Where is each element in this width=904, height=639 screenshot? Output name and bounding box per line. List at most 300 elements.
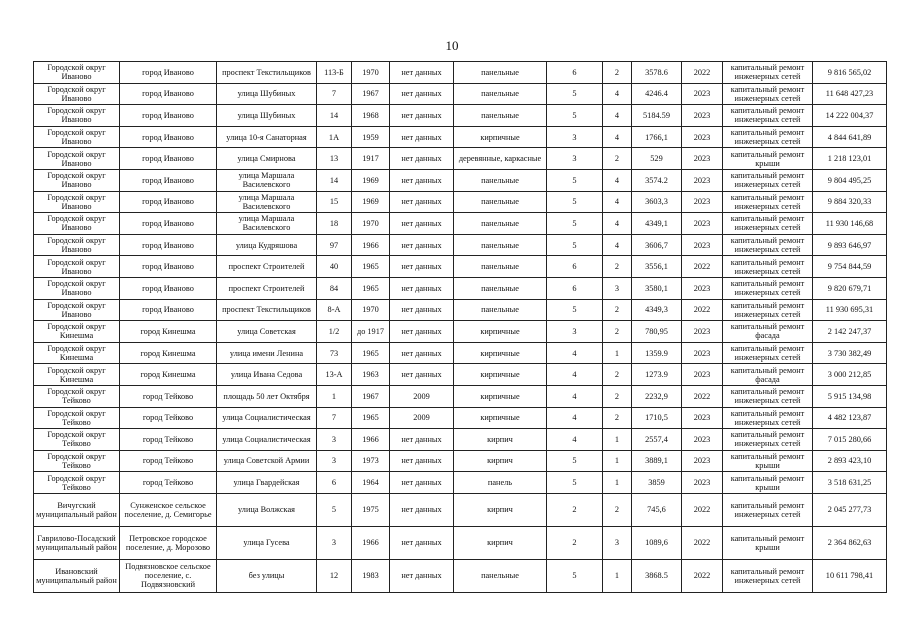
street-cell: проспект Текстильщиков — [217, 299, 317, 321]
entrances-cell: 2 — [603, 321, 632, 343]
street-cell: улица Социалистическая — [217, 407, 317, 429]
settlement-cell: Петровское городское поселение, д. Морозово — [120, 526, 217, 559]
street-cell: улица Волжская — [217, 493, 317, 526]
build-year-cell: 1967 — [352, 83, 390, 105]
area-cell: 3578.6 — [632, 62, 682, 84]
area-cell: 1359.9 — [632, 342, 682, 364]
wall-material-cell: панельные — [454, 277, 547, 299]
overhaul-year-cell: нет данных — [390, 148, 454, 170]
overhaul-year-cell: 2009 — [390, 385, 454, 407]
build-year-cell: 1964 — [352, 472, 390, 494]
table-row — [34, 493, 887, 526]
plan-year-cell: 2023 — [682, 83, 723, 105]
area-cell: 3556,1 — [632, 256, 682, 278]
amount-cell: 2 364 862,63 — [813, 526, 887, 559]
street-cell: улица имени Ленина — [217, 342, 317, 364]
street-cell: улица Ивана Седова — [217, 364, 317, 386]
overhaul-year-cell: нет данных — [390, 299, 454, 321]
entrances-cell: 2 — [603, 256, 632, 278]
wall-material-cell: кирпичные — [454, 364, 547, 386]
floors-cell: 4 — [547, 364, 603, 386]
amount-cell: 2 893 423,10 — [813, 450, 887, 472]
area-cell: 1766,1 — [632, 126, 682, 148]
build-year-cell: 1966 — [352, 526, 390, 559]
overhaul-year-cell: нет данных — [390, 83, 454, 105]
table-row — [34, 256, 887, 278]
municipality-cell: Вичугский муниципальный район — [34, 493, 120, 526]
municipality-cell: Городской округ Иваново — [34, 126, 120, 148]
settlement-cell: город Иваново — [120, 213, 217, 235]
municipality-cell: Гаврилово-Посадский муниципальный район — [34, 526, 120, 559]
plan-year-cell: 2023 — [682, 148, 723, 170]
wall-material-cell: кирпичные — [454, 321, 547, 343]
overhaul-year-cell: нет данных — [390, 213, 454, 235]
plan-year-cell: 2022 — [682, 493, 723, 526]
wall-material-cell: панель — [454, 472, 547, 494]
entrances-cell: 2 — [603, 407, 632, 429]
work-type-cell: капитальный ремонт фасада — [723, 364, 813, 386]
area-cell: 4349,1 — [632, 213, 682, 235]
street-cell: улица Маршала Василевского — [217, 213, 317, 235]
work-type-cell: капитальный ремонт инженерных сетей — [723, 256, 813, 278]
plan-year-cell: 2022 — [682, 299, 723, 321]
settlement-cell: город Иваново — [120, 169, 217, 191]
entrances-cell: 4 — [603, 213, 632, 235]
work-type-cell: капитальный ремонт инженерных сетей — [723, 213, 813, 235]
house-number-cell: 15 — [317, 191, 352, 213]
settlement-cell: город Тейково — [120, 385, 217, 407]
area-cell: 3859 — [632, 472, 682, 494]
build-year-cell: 1970 — [352, 299, 390, 321]
build-year-cell: 1983 — [352, 559, 390, 592]
amount-cell: 4 844 641,89 — [813, 126, 887, 148]
overhaul-year-cell: нет данных — [390, 234, 454, 256]
overhaul-year-cell: нет данных — [390, 526, 454, 559]
amount-cell: 10 611 798,41 — [813, 559, 887, 592]
build-year-cell: 1967 — [352, 385, 390, 407]
municipality-cell: Городской округ Тейково — [34, 472, 120, 494]
municipality-cell: Городской округ Иваново — [34, 213, 120, 235]
settlement-cell: город Иваново — [120, 277, 217, 299]
area-cell: 3868.5 — [632, 559, 682, 592]
amount-cell: 11 930 695,31 — [813, 299, 887, 321]
plan-year-cell: 2022 — [682, 62, 723, 84]
build-year-cell: 1963 — [352, 364, 390, 386]
work-type-cell: капитальный ремонт инженерных сетей — [723, 299, 813, 321]
entrances-cell: 3 — [603, 526, 632, 559]
table-row — [34, 169, 887, 191]
plan-year-cell: 2023 — [682, 429, 723, 451]
wall-material-cell: кирпичные — [454, 385, 547, 407]
floors-cell: 6 — [547, 256, 603, 278]
amount-cell: 5 915 134,98 — [813, 385, 887, 407]
housing-repair-table — [33, 61, 887, 593]
plan-year-cell: 2023 — [682, 126, 723, 148]
settlement-cell: Подвязновское сельское поселение, с. Подвязновский — [120, 559, 217, 592]
entrances-cell: 4 — [603, 83, 632, 105]
house-number-cell: 1А — [317, 126, 352, 148]
wall-material-cell: панельные — [454, 62, 547, 84]
municipality-cell: Городской округ Тейково — [34, 450, 120, 472]
work-type-cell: капитальный ремонт крыши — [723, 526, 813, 559]
area-cell: 2557,4 — [632, 429, 682, 451]
overhaul-year-cell: нет данных — [390, 169, 454, 191]
area-cell: 5184.59 — [632, 105, 682, 127]
amount-cell: 3 730 382,49 — [813, 342, 887, 364]
page-number: 10 — [445, 38, 459, 53]
municipality-cell: Городской округ Иваново — [34, 148, 120, 170]
house-number-cell: 1/2 — [317, 321, 352, 343]
wall-material-cell: кирпичные — [454, 407, 547, 429]
table-row — [34, 429, 887, 451]
plan-year-cell: 2022 — [682, 256, 723, 278]
amount-cell: 9 884 320,33 — [813, 191, 887, 213]
amount-cell: 2 142 247,37 — [813, 321, 887, 343]
table-row — [34, 385, 887, 407]
settlement-cell: город Иваново — [120, 256, 217, 278]
floors-cell: 5 — [547, 559, 603, 592]
area-cell: 3574.2 — [632, 169, 682, 191]
table-row — [34, 213, 887, 235]
house-number-cell: 7 — [317, 83, 352, 105]
work-type-cell: капитальный ремонт инженерных сетей — [723, 169, 813, 191]
entrances-cell: 4 — [603, 105, 632, 127]
build-year-cell: 1970 — [352, 62, 390, 84]
table-row — [34, 234, 887, 256]
wall-material-cell: панельные — [454, 83, 547, 105]
work-type-cell: капитальный ремонт инженерных сетей — [723, 191, 813, 213]
table-row — [34, 62, 887, 84]
area-cell: 2232,9 — [632, 385, 682, 407]
street-cell: улица Социалистическая — [217, 429, 317, 451]
wall-material-cell: панельные — [454, 559, 547, 592]
street-cell: проспект Строителей — [217, 256, 317, 278]
wall-material-cell: кирпичные — [454, 342, 547, 364]
wall-material-cell: панельные — [454, 256, 547, 278]
overhaul-year-cell: нет данных — [390, 450, 454, 472]
amount-cell: 1 218 123,01 — [813, 148, 887, 170]
amount-cell: 7 015 280,66 — [813, 429, 887, 451]
overhaul-year-cell: нет данных — [390, 62, 454, 84]
street-cell: улица Шубиных — [217, 83, 317, 105]
floors-cell: 4 — [547, 429, 603, 451]
floors-cell: 5 — [547, 299, 603, 321]
settlement-cell: город Тейково — [120, 472, 217, 494]
amount-cell: 11 648 427,23 — [813, 83, 887, 105]
wall-material-cell: панельные — [454, 105, 547, 127]
build-year-cell: 1966 — [352, 429, 390, 451]
municipality-cell: Городской округ Иваново — [34, 299, 120, 321]
house-number-cell: 13 — [317, 148, 352, 170]
work-type-cell: капитальный ремонт инженерных сетей — [723, 234, 813, 256]
municipality-cell: Ивановский муниципальный район — [34, 559, 120, 592]
street-cell: проспект Строителей — [217, 277, 317, 299]
overhaul-year-cell: нет данных — [390, 105, 454, 127]
amount-cell: 4 482 123,87 — [813, 407, 887, 429]
plan-year-cell: 2023 — [682, 213, 723, 235]
entrances-cell: 2 — [603, 493, 632, 526]
table-row — [34, 472, 887, 494]
work-type-cell: капитальный ремонт инженерных сетей — [723, 493, 813, 526]
plan-year-cell: 2023 — [682, 342, 723, 364]
area-cell: 1710,5 — [632, 407, 682, 429]
plan-year-cell: 2023 — [682, 191, 723, 213]
floors-cell: 3 — [547, 126, 603, 148]
plan-year-cell: 2023 — [682, 234, 723, 256]
plan-year-cell: 2022 — [682, 559, 723, 592]
settlement-cell: город Иваново — [120, 299, 217, 321]
municipality-cell: Городской округ Иваново — [34, 83, 120, 105]
floors-cell: 5 — [547, 105, 603, 127]
table-row — [34, 364, 887, 386]
entrances-cell: 3 — [603, 277, 632, 299]
work-type-cell: капитальный ремонт крыши — [723, 472, 813, 494]
plan-year-cell: 2023 — [682, 472, 723, 494]
overhaul-year-cell: нет данных — [390, 493, 454, 526]
settlement-cell: город Тейково — [120, 407, 217, 429]
plan-year-cell: 2023 — [682, 450, 723, 472]
street-cell: улица Маршала Василевского — [217, 169, 317, 191]
wall-material-cell: кирпич — [454, 429, 547, 451]
municipality-cell: Городской округ Кинешма — [34, 342, 120, 364]
work-type-cell: капитальный ремонт инженерных сетей — [723, 429, 813, 451]
amount-cell: 9 754 844,59 — [813, 256, 887, 278]
wall-material-cell: панельные — [454, 234, 547, 256]
area-cell: 4246.4 — [632, 83, 682, 105]
municipality-cell: Городской округ Кинешма — [34, 364, 120, 386]
amount-cell: 11 930 146,68 — [813, 213, 887, 235]
settlement-cell: город Тейково — [120, 429, 217, 451]
build-year-cell: 1965 — [352, 277, 390, 299]
street-cell: улица 10-я Санаторная — [217, 126, 317, 148]
street-cell: улица Смирнова — [217, 148, 317, 170]
amount-cell: 9 804 495,25 — [813, 169, 887, 191]
house-number-cell: 18 — [317, 213, 352, 235]
area-cell: 3580,1 — [632, 277, 682, 299]
municipality-cell: Городской округ Кинешма — [34, 321, 120, 343]
entrances-cell: 4 — [603, 191, 632, 213]
entrances-cell: 4 — [603, 126, 632, 148]
house-number-cell: 8-А — [317, 299, 352, 321]
amount-cell: 9 820 679,71 — [813, 277, 887, 299]
entrances-cell: 1 — [603, 559, 632, 592]
wall-material-cell: панельные — [454, 191, 547, 213]
overhaul-year-cell: нет данных — [390, 472, 454, 494]
house-number-cell: 73 — [317, 342, 352, 364]
entrances-cell: 2 — [603, 385, 632, 407]
work-type-cell: капитальный ремонт инженерных сетей — [723, 62, 813, 84]
floors-cell: 6 — [547, 62, 603, 84]
work-type-cell: капитальный ремонт инженерных сетей — [723, 342, 813, 364]
work-type-cell: капитальный ремонт крыши — [723, 450, 813, 472]
wall-material-cell: кирпич — [454, 450, 547, 472]
plan-year-cell: 2023 — [682, 105, 723, 127]
house-number-cell: 14 — [317, 105, 352, 127]
entrances-cell: 2 — [603, 364, 632, 386]
entrances-cell: 1 — [603, 472, 632, 494]
house-number-cell: 84 — [317, 277, 352, 299]
wall-material-cell: кирпичные — [454, 126, 547, 148]
wall-material-cell: панельные — [454, 299, 547, 321]
street-cell: улица Советской Армии — [217, 450, 317, 472]
street-cell: площадь 50 лет Октября — [217, 385, 317, 407]
table-row — [34, 321, 887, 343]
settlement-cell: Сунженское сельское поселение, д. Семигорье — [120, 493, 217, 526]
area-cell: 3603,3 — [632, 191, 682, 213]
build-year-cell: 1969 — [352, 169, 390, 191]
overhaul-year-cell: нет данных — [390, 559, 454, 592]
floors-cell: 4 — [547, 407, 603, 429]
overhaul-year-cell: нет данных — [390, 342, 454, 364]
work-type-cell: капитальный ремонт инженерных сетей — [723, 385, 813, 407]
area-cell: 780,95 — [632, 321, 682, 343]
municipality-cell: Городской округ Иваново — [34, 256, 120, 278]
plan-year-cell: 2023 — [682, 277, 723, 299]
house-number-cell: 3 — [317, 450, 352, 472]
floors-cell: 5 — [547, 213, 603, 235]
entrances-cell: 1 — [603, 342, 632, 364]
overhaul-year-cell: нет данных — [390, 429, 454, 451]
table-row — [34, 83, 887, 105]
municipality-cell: Городской округ Тейково — [34, 385, 120, 407]
build-year-cell: 1969 — [352, 191, 390, 213]
area-cell: 3606,7 — [632, 234, 682, 256]
house-number-cell: 14 — [317, 169, 352, 191]
settlement-cell: город Тейково — [120, 450, 217, 472]
build-year-cell: 1970 — [352, 213, 390, 235]
area-cell: 1089,6 — [632, 526, 682, 559]
build-year-cell: 1965 — [352, 256, 390, 278]
street-cell: улица Гусева — [217, 526, 317, 559]
table-row — [34, 299, 887, 321]
house-number-cell: 3 — [317, 526, 352, 559]
work-type-cell: капитальный ремонт инженерных сетей — [723, 126, 813, 148]
amount-cell: 2 045 277,73 — [813, 493, 887, 526]
floors-cell: 3 — [547, 148, 603, 170]
wall-material-cell: кирпич — [454, 526, 547, 559]
entrances-cell: 1 — [603, 450, 632, 472]
amount-cell: 9 893 646,97 — [813, 234, 887, 256]
house-number-cell: 5 — [317, 493, 352, 526]
plan-year-cell: 2022 — [682, 526, 723, 559]
floors-cell: 4 — [547, 385, 603, 407]
wall-material-cell: панельные — [454, 213, 547, 235]
work-type-cell: капитальный ремонт крыши — [723, 148, 813, 170]
house-number-cell: 12 — [317, 559, 352, 592]
settlement-cell: город Иваново — [120, 126, 217, 148]
wall-material-cell: панельные — [454, 169, 547, 191]
municipality-cell: Городской округ Иваново — [34, 277, 120, 299]
work-type-cell: капитальный ремонт инженерных сетей — [723, 559, 813, 592]
table-row — [34, 191, 887, 213]
floors-cell: 3 — [547, 321, 603, 343]
floors-cell: 2 — [547, 493, 603, 526]
build-year-cell: до 1917 — [352, 321, 390, 343]
table-row — [34, 148, 887, 170]
area-cell: 529 — [632, 148, 682, 170]
work-type-cell: капитальный ремонт инженерных сетей — [723, 277, 813, 299]
build-year-cell: 1917 — [352, 148, 390, 170]
area-cell: 4349,3 — [632, 299, 682, 321]
municipality-cell: Городской округ Иваново — [34, 62, 120, 84]
settlement-cell: город Кинешма — [120, 321, 217, 343]
settlement-cell: город Иваново — [120, 191, 217, 213]
plan-year-cell: 2022 — [682, 385, 723, 407]
build-year-cell: 1966 — [352, 234, 390, 256]
overhaul-year-cell: нет данных — [390, 126, 454, 148]
street-cell: улица Шубиных — [217, 105, 317, 127]
overhaul-year-cell: нет данных — [390, 321, 454, 343]
table-row — [34, 126, 887, 148]
municipality-cell: Городской округ Тейково — [34, 407, 120, 429]
overhaul-year-cell: нет данных — [390, 191, 454, 213]
build-year-cell: 1973 — [352, 450, 390, 472]
house-number-cell: 3 — [317, 429, 352, 451]
municipality-cell: Городской округ Иваново — [34, 169, 120, 191]
settlement-cell: город Кинешма — [120, 342, 217, 364]
amount-cell: 3 518 631,25 — [813, 472, 887, 494]
street-cell: проспект Текстильщиков — [217, 62, 317, 84]
area-cell: 3889,1 — [632, 450, 682, 472]
street-cell: улица Маршала Василевского — [217, 191, 317, 213]
floors-cell: 5 — [547, 450, 603, 472]
street-cell: улица Кудряшова — [217, 234, 317, 256]
settlement-cell: город Иваново — [120, 148, 217, 170]
overhaul-year-cell: нет данных — [390, 364, 454, 386]
wall-material-cell: деревянные, каркасные — [454, 148, 547, 170]
plan-year-cell: 2023 — [682, 169, 723, 191]
house-number-cell: 1 — [317, 385, 352, 407]
work-type-cell: капитальный ремонт фасада — [723, 321, 813, 343]
build-year-cell: 1975 — [352, 493, 390, 526]
table-row — [34, 277, 887, 299]
street-cell: улица Гвардейская — [217, 472, 317, 494]
floors-cell: 2 — [547, 526, 603, 559]
entrances-cell: 2 — [603, 299, 632, 321]
amount-cell: 9 816 565,02 — [813, 62, 887, 84]
build-year-cell: 1959 — [352, 126, 390, 148]
house-number-cell: 40 — [317, 256, 352, 278]
settlement-cell: город Иваново — [120, 83, 217, 105]
floors-cell: 5 — [547, 234, 603, 256]
plan-year-cell: 2023 — [682, 321, 723, 343]
house-number-cell: 97 — [317, 234, 352, 256]
entrances-cell: 2 — [603, 62, 632, 84]
work-type-cell: капитальный ремонт инженерных сетей — [723, 407, 813, 429]
floors-cell: 5 — [547, 83, 603, 105]
build-year-cell: 1968 — [352, 105, 390, 127]
municipality-cell: Городской округ Тейково — [34, 429, 120, 451]
floors-cell: 6 — [547, 277, 603, 299]
house-number-cell: 13-А — [317, 364, 352, 386]
table-row — [34, 105, 887, 127]
overhaul-year-cell: 2009 — [390, 407, 454, 429]
settlement-cell: город Иваново — [120, 105, 217, 127]
entrances-cell: 4 — [603, 169, 632, 191]
table-row — [34, 559, 887, 592]
work-type-cell: капитальный ремонт инженерных сетей — [723, 105, 813, 127]
entrances-cell: 2 — [603, 148, 632, 170]
settlement-cell: город Кинешма — [120, 364, 217, 386]
floors-cell: 5 — [547, 191, 603, 213]
municipality-cell: Городской округ Иваново — [34, 191, 120, 213]
house-number-cell: 6 — [317, 472, 352, 494]
entrances-cell: 4 — [603, 234, 632, 256]
build-year-cell: 1965 — [352, 407, 390, 429]
build-year-cell: 1965 — [352, 342, 390, 364]
wall-material-cell: кирпич — [454, 493, 547, 526]
table-row — [34, 342, 887, 364]
